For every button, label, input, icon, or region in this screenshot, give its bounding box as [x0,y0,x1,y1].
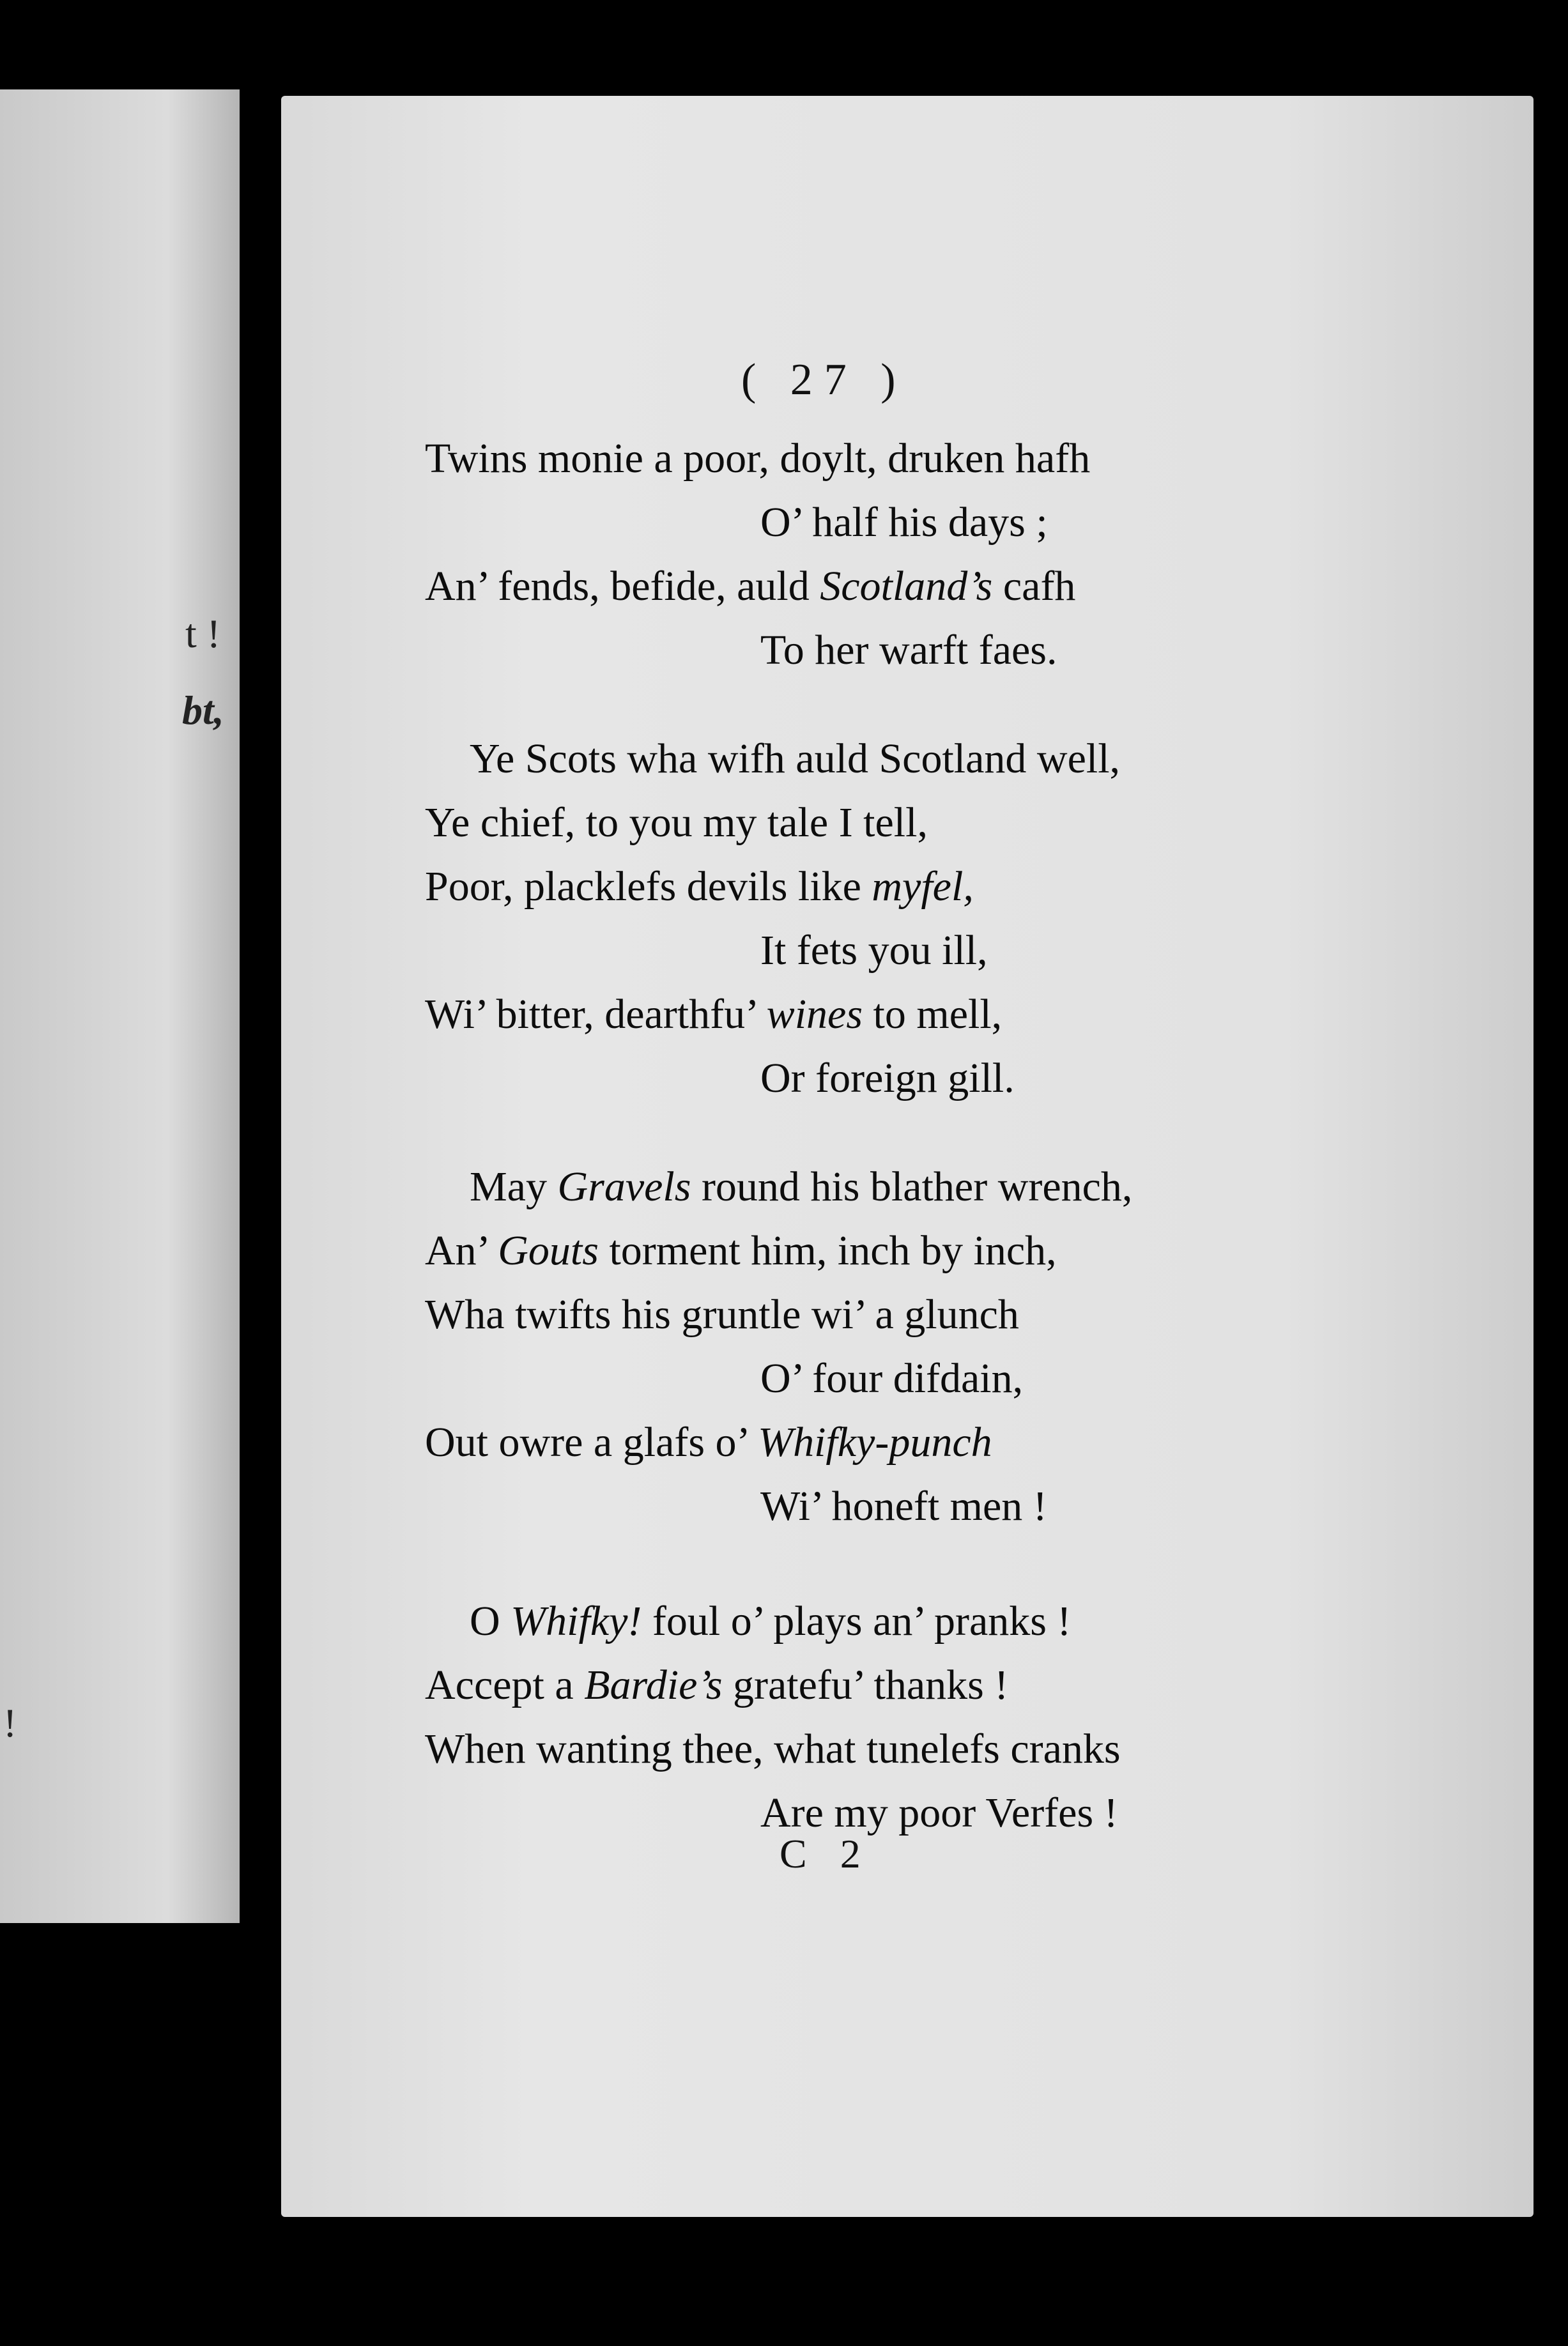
poem-line: Accept a Bardie’s gratefu’ thanks ! [425,1662,1009,1708]
signature-mark: C 2 [780,1831,872,1876]
book-page [281,96,1533,2217]
poem-line: Wi’ honeft men ! [760,1483,1047,1529]
page-number: ( 27 ) [741,355,907,404]
poem-line: O’ four difdain, [760,1355,1024,1402]
facing-page-fragment: t ! [185,611,221,656]
poem-line: When wanting thee, what tunelefs cranks [425,1726,1121,1772]
poem-line: Poor, placklefs devils like myfel, [425,863,974,910]
poem-line: To her warft faes. [760,627,1057,673]
facing-page-fragment: bt, [182,687,224,733]
facing-page-fragment: ! [3,1700,17,1745]
poem-line: Wi’ bitter, dearthfu’ wines to mell, [425,991,1003,1038]
poem-line: Or foreign gill. [760,1055,1015,1101]
facing-page-edge [0,89,240,1923]
poem-line: It fets you ill, [760,927,988,974]
poem-line: An’ fends, befide, auld Scotland’s cafh [425,563,1076,610]
poem-line: An’ Gouts torment him, inch by inch, [425,1227,1057,1274]
poem-line: May Gravels round his blather wrench, [470,1163,1133,1210]
poem-line: Wha twifts his gruntle wi’ a glunch [425,1291,1019,1338]
poem-line: Twins monie a poor, doylt, druken hafh [425,435,1091,482]
poem-line: Ye Scots wha wifh auld Scotland well, [470,735,1121,782]
poem-line: O Whifky! foul o’ plays an’ pranks ! [470,1598,1072,1644]
poem-line: Out owre a glafs o’ Whifky-punch [425,1419,992,1466]
poem-line: Are my poor Verfes ! [760,1790,1118,1836]
poem-line: O’ half his days ; [760,499,1048,546]
poem-line: Ye chief, to you my tale I tell, [425,799,928,846]
